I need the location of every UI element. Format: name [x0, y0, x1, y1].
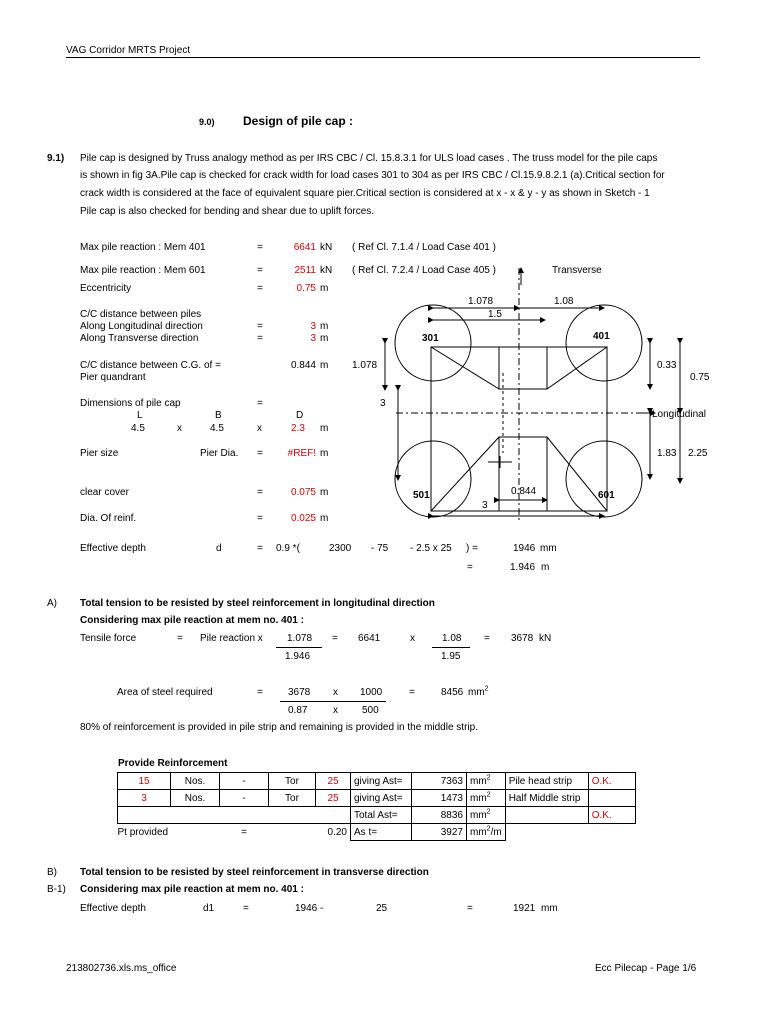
empty-cell [505, 807, 588, 824]
tensile-num2: 1.08 [442, 633, 462, 644]
dash-cell: - [220, 790, 269, 807]
area-num2: 1000 [360, 687, 383, 698]
dim-3-bottom: 3 [482, 500, 488, 511]
as-t-value: 3927 [412, 824, 467, 841]
pt-label: Pt provided [117, 826, 169, 838]
unit-text: mm [470, 775, 487, 787]
cc-long-value: 3 [310, 321, 316, 332]
dims-B-label: B [215, 410, 222, 421]
fraction-bar [432, 647, 470, 648]
total-label: Total Ast= [351, 807, 412, 824]
bar-dia: 25 [316, 790, 351, 807]
b-eff-unit: mm [541, 903, 558, 914]
dim-183: 1.83 [657, 448, 677, 459]
longitudinal-label: Longitudinal [652, 409, 706, 420]
dims-label: Dimensions of pile cap [80, 398, 181, 409]
tensile-label: Tensile force [80, 633, 137, 644]
area-unit [468, 687, 489, 699]
equals: = [257, 333, 263, 344]
equals: = [257, 513, 263, 524]
empty-cell [505, 824, 588, 841]
intro-line: Pile cap is also checked for bending and shear due to uplift forces. [80, 206, 375, 217]
cc-trans-value: 3 [310, 333, 316, 344]
intro-line: Pile cap is designed by Truss analogy method as per IRS CBC / Cl. 15.8.3.1 for ULS load cases . The truss model for the pile caps [80, 153, 658, 164]
unit-sup: 2 [486, 791, 491, 799]
cc-label: C/C distance between piles [80, 309, 202, 320]
transverse-label: Transverse [552, 265, 602, 276]
equals: = [257, 321, 263, 332]
eccentricity-value: 0.75 [296, 283, 316, 294]
footer-file: 213802736.xls.ms_office [66, 963, 177, 974]
cg-unit: m [320, 360, 329, 371]
pile-circle [566, 441, 642, 517]
b-eff-value: 1921 [513, 903, 536, 914]
unit-cell [467, 773, 506, 790]
equals: = [177, 633, 183, 644]
cg-label-2: Pier quandrant [80, 372, 146, 383]
empty-cell [588, 824, 635, 841]
dim-033: 0.33 [657, 360, 677, 371]
dims-D-value: 2.3 [291, 423, 305, 434]
reaction-401-value: 6641 [293, 242, 316, 253]
unit-sup: 2 [486, 774, 491, 782]
b-eff-label: Effective depth [80, 903, 146, 914]
part-a-subtitle: Considering max pile reaction at mem no. 401 : [80, 615, 304, 626]
pile-circle [395, 441, 471, 517]
times-sign: x [177, 423, 182, 434]
cover-value: 0.075 [290, 487, 316, 498]
tor-cell: Tor [269, 773, 316, 790]
dims-D-label: D [296, 410, 304, 421]
cg-label: C/C distance between C.G. of = [80, 360, 221, 371]
footer-page: Ecc Pilecap - Page 1/6 [595, 963, 697, 974]
eff-depth-value-m: 1.946 [510, 562, 536, 573]
part-b1-subtitle: Considering max pile reaction at mem no. 401 : [80, 884, 304, 895]
dim-075: 0.75 [690, 372, 710, 383]
dim-3-left: 3 [380, 398, 386, 409]
eff-depth-a: 2300 [329, 543, 352, 554]
pt-value: 0.20 [327, 826, 347, 838]
pier-value: #REF! [287, 448, 316, 459]
pile-circle [566, 305, 642, 381]
intro-line: is shown in fig 3A.Pile cap is checked for crack width for load cases 301 to 304 as per IRS CBC / Cl.15.9.8.2.1 (a).Critical section for [80, 170, 665, 181]
equals: = [467, 562, 473, 573]
eff-depth-close: ) = [466, 543, 478, 554]
tor-cell: Tor [269, 790, 316, 807]
times-sign: x [410, 633, 415, 644]
dim-225: 2.25 [688, 448, 708, 459]
equals: = [243, 903, 249, 914]
area-unit-text: mm [468, 687, 485, 698]
unit-cell [467, 807, 506, 824]
pt-eq: = [241, 826, 247, 838]
strip-desc: Half Middle strip [505, 790, 588, 807]
unit-sup: 2 [486, 808, 491, 816]
area-den2: 500 [362, 705, 379, 716]
equals: = [257, 398, 263, 409]
reaction-601-label: Max pile reaction : Mem 601 [80, 265, 206, 276]
intro-number: 9.1) [47, 153, 65, 164]
pile-label-501: 501 [413, 490, 430, 501]
times-sign: x [257, 423, 262, 434]
cc-long-unit: m [320, 321, 329, 332]
reaction-601-ref: ( Ref Cl. 7.2.4 / Load Case 405 ) [352, 265, 496, 276]
dims-unit: m [320, 423, 329, 434]
equals: = [257, 283, 263, 294]
giving-cell: giving Ast= [351, 790, 412, 807]
cover-label: clear cover [80, 487, 129, 498]
tensile-result: 3678 [511, 633, 534, 644]
nos-cell: Nos. [171, 773, 220, 790]
b-eff-symbol: d1 [203, 903, 215, 914]
as-t-label: As t= [351, 824, 412, 841]
tensile-reaction: 6641 [358, 633, 381, 644]
equals: = [257, 265, 263, 276]
reaction-401-label: Max pile reaction : Mem 401 [80, 242, 206, 253]
b-eff-b: 25 [376, 903, 388, 914]
dia-value: 0.025 [290, 513, 316, 524]
dim-108: 1.08 [554, 296, 574, 307]
table-row [118, 790, 636, 807]
section-number: 9.0) [199, 117, 215, 127]
reinforcement-table [117, 772, 636, 841]
unit-text: mm [470, 826, 487, 838]
reaction-601-value: 2511 [294, 265, 316, 276]
eff-depth-b: - 75 [371, 543, 389, 554]
equals: = [332, 633, 338, 644]
tensile-den2: 1.95 [441, 651, 461, 662]
dim-15: 1.5 [488, 309, 502, 320]
pile-label-401: 401 [593, 331, 610, 342]
cg-value: 0.844 [290, 360, 316, 371]
cc-long-label: Along Longitudinal direction [80, 321, 203, 332]
part-b-title: Total tension to be resisted by steel reinforcement in transverse direction [80, 867, 429, 878]
total-ast: 8836 [412, 807, 467, 824]
dia-unit: m [320, 513, 329, 524]
times-sign: x [333, 687, 338, 698]
equals: = [257, 448, 263, 459]
status-ok: O.K. [588, 773, 635, 790]
area-unit-sup: 2 [484, 685, 489, 693]
dash-cell: - [220, 773, 269, 790]
giving-cell: giving Ast= [351, 773, 412, 790]
eff-depth-unit-m: m [541, 562, 550, 573]
equals: = [467, 903, 473, 914]
status-ok [588, 790, 635, 807]
pier-label: Pier size [80, 448, 119, 459]
eccentricity-unit: m [320, 283, 329, 294]
provide-title: Provide Reinforcement [118, 758, 228, 769]
pier-unit: m [320, 448, 329, 459]
intro-line: crack width is considered at the face of equivalent square pier.Critical section is considered at x - x & y - y as shown in Sketch - 1 [80, 188, 650, 199]
eff-depth-symbol: d [216, 543, 222, 554]
pile-label-301: 301 [422, 333, 439, 344]
tensile-expr: Pile reaction x [200, 633, 263, 644]
dim-1078: 1.078 [468, 296, 494, 307]
section-title: Design of pile cap : [243, 114, 354, 128]
fraction-bar [276, 647, 322, 648]
eff-depth-unit: mm [540, 543, 557, 554]
equals: = [257, 687, 263, 698]
strip-desc: Pile head strip [505, 773, 588, 790]
part-a-title: Total tension to be resisted by steel reinforcement in longitudinal direction [80, 598, 435, 609]
eff-depth-value: 1946 [513, 543, 536, 554]
area-den1: 0.87 [288, 705, 308, 716]
equals: = [257, 543, 263, 554]
unit-sup: 2 [486, 825, 491, 833]
header-project: VAG Corridor MRTS Project [66, 45, 191, 56]
status-ok: O.K. [588, 807, 635, 824]
equals: = [409, 687, 415, 698]
unit-text: mm [470, 792, 487, 804]
tensile-unit: kN [539, 633, 552, 644]
dims-L-value: 4.5 [131, 423, 145, 434]
equals: = [257, 242, 263, 253]
fraction-bar [280, 701, 386, 702]
table-row [118, 773, 636, 790]
area-num1: 3678 [288, 687, 311, 698]
cc-trans-unit: m [320, 333, 329, 344]
nos-cell: Nos. [171, 790, 220, 807]
unit-cell [467, 790, 506, 807]
equals: = [484, 633, 490, 644]
area-result: 8456 [441, 687, 464, 698]
eff-depth-expr: 0.9 *( [276, 543, 300, 554]
pier-sub-label: Pier Dia. [200, 448, 239, 459]
dim-0844: 0.844 [511, 486, 537, 497]
eff-depth-label: Effective depth [80, 543, 146, 554]
bar-count: 3 [118, 790, 171, 807]
equals: = [257, 487, 263, 498]
table-row [118, 807, 636, 824]
tensile-num1: 1.078 [287, 633, 313, 644]
ast-value: 7363 [412, 773, 467, 790]
unit-cell [467, 824, 506, 841]
empty-cell [118, 807, 351, 824]
table-row [118, 824, 636, 841]
cover-unit: m [320, 487, 329, 498]
dims-L-label: L [137, 410, 143, 421]
b-eff-a: 1946 - [295, 903, 324, 914]
part-b-label: B) [47, 867, 57, 878]
cc-trans-label: Along Transverse direction [80, 333, 199, 344]
eff-depth-c: - 2.5 x 25 [410, 543, 452, 554]
reaction-601-unit: kN [320, 265, 333, 276]
dia-label: Dia. Of reinf. [80, 513, 137, 524]
part-b1-label: B-1) [47, 884, 66, 895]
pile-label-601: 601 [598, 490, 615, 501]
times-sign: x [333, 705, 338, 716]
ast-value: 1473 [412, 790, 467, 807]
tensile-den1: 1.946 [285, 651, 311, 662]
reaction-401-unit: kN [320, 242, 333, 253]
reaction-401-ref: ( Ref Cl. 7.1.4 / Load Case 401 ) [352, 242, 496, 253]
bar-dia: 25 [316, 773, 351, 790]
unit-text: mm [470, 809, 487, 821]
dim-1078-left: 1.078 [352, 360, 378, 371]
part-a-label: A) [47, 598, 57, 609]
area-label: Area of steel required [117, 687, 213, 698]
bar-count: 15 [118, 773, 171, 790]
dims-B-value: 4.5 [210, 423, 224, 434]
reinf-note: 80% of reinforcement is provided in pile strip and remaining is provided in the middle strip. [80, 722, 478, 733]
eccentricity-label: Eccentricity [80, 283, 132, 294]
unit-tail: /m [490, 826, 502, 838]
